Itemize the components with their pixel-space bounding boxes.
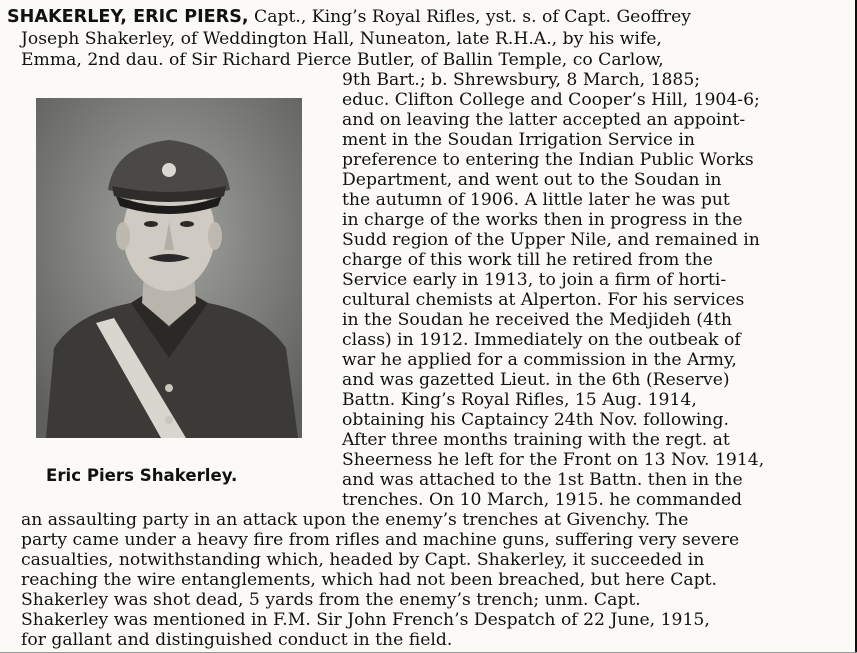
- entry-line: Sudd region of the Upper Nile, and remained in: [342, 230, 760, 250]
- entry-line: charge of this work till he retired from the: [342, 250, 713, 270]
- entry-line-1: [7, 8, 691, 27]
- portrait-illustration: [36, 98, 302, 438]
- entry-line: in the Soudan he received the Medjideh (4th: [342, 310, 732, 330]
- entry-line: Service early in 1913, to join a firm of horti-: [342, 270, 727, 290]
- photo-caption: Eric Piers Shakerley.: [46, 466, 238, 485]
- entry-line: casualties, notwithstanding which, headed by Capt. Shakerley, it succeeded in: [21, 550, 705, 570]
- entry-line: Battn. King’s Royal Rifles, 15 Aug. 1914,: [342, 390, 697, 410]
- entry-line: cultural chemists at Alperton. For his services: [342, 290, 745, 310]
- entry-line: obtaining his Captaincy 24th Nov. following.: [342, 410, 729, 430]
- entry-header-name: SHAKERLEY, ERIC PIERS,: [7, 7, 249, 27]
- entry-line: educ. Clifton College and Cooper’s Hill, 1904-6;: [342, 90, 760, 110]
- entry-line: preference to entering the Indian Public Works: [342, 150, 754, 170]
- entry-line-1-text: Capt., King’s Royal Rifles, yst. s. of Capt. Geoffrey: [248, 7, 692, 27]
- entry-line: After three months training with the regt. at: [342, 430, 730, 450]
- entry-line: an assaulting party in an attack upon the enemy’s trenches at Givenchy. The: [21, 510, 689, 530]
- entry-line: and was attached to the 1st Battn. then in the: [342, 470, 743, 490]
- entry-line: 9th Bart.; b. Shrewsbury, 8 March, 1885;: [342, 70, 701, 90]
- entry-line: class) in 1912. Immediately on the outbeak of: [342, 330, 741, 350]
- entry-line: Emma, 2nd dau. of Sir Richard Pierce Butler, of Ballin Temple, co Carlow,: [21, 50, 664, 70]
- entry-line: in charge of the works then in progress in the: [342, 210, 743, 230]
- entry-line: Department, and went out to the Soudan in: [342, 170, 722, 190]
- entry-line: trenches. On 10 March, 1915. he commanded: [342, 490, 743, 510]
- entry-line: Shakerley was mentioned in F.M. Sir John French’s Despatch of 22 June, 1915,: [21, 610, 710, 630]
- entry-line: Shakerley was shot dead, 5 yards from the enemy’s trench; unm. Capt.: [21, 590, 641, 610]
- entry-line: reaching the wire entanglements, which had not been breached, but here Capt.: [21, 570, 717, 590]
- entry-line: Sheerness he left for the Front on 13 Nov. 1914,: [342, 450, 765, 470]
- entry-line: for gallant and distinguished conduct in the field.: [21, 630, 453, 650]
- entry-line: party came under a heavy fire from rifles and machine guns, suffering very severe: [21, 530, 740, 550]
- entry-line: the autumn of 1906. A little later he was put: [342, 190, 730, 210]
- entry-line: ment in the Soudan Irrigation Service in: [342, 130, 695, 150]
- entry-line: and was gazetted Lieut. in the 6th (Reserve): [342, 370, 730, 390]
- entry-line: war he applied for a commission in the Army,: [342, 350, 737, 370]
- portrait-photo: [36, 98, 302, 438]
- entry-line: Joseph Shakerley, of Weddington Hall, Nuneaton, late R.H.A., by his wife,: [21, 29, 662, 49]
- entry-line: and on leaving the latter accepted an appoint-: [342, 110, 746, 130]
